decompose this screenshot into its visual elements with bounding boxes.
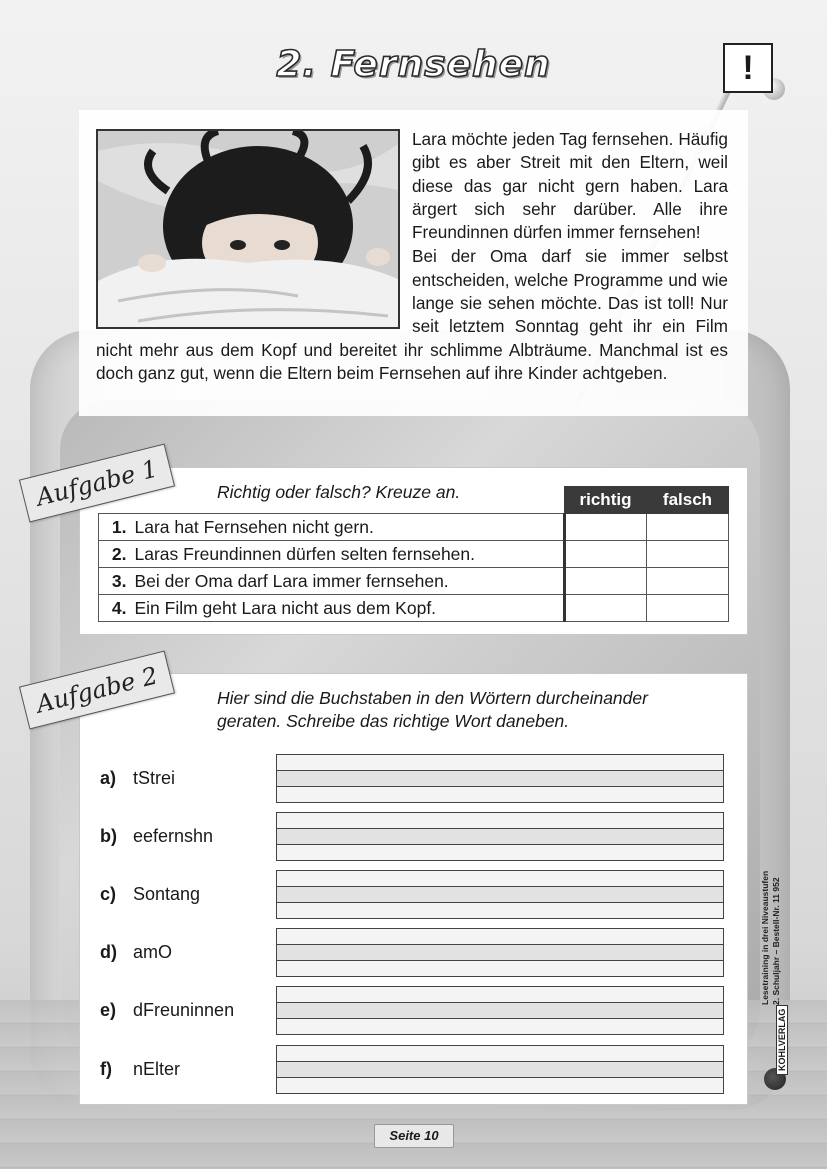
scrambled-word: dFreuninnen	[133, 1000, 235, 1020]
page-title: 2. Fernsehen	[276, 44, 551, 85]
statement-number: 3.	[99, 568, 135, 595]
word-row-e	[100, 986, 724, 1036]
photo-spacer	[96, 128, 412, 334]
word-letter: e)	[100, 1000, 117, 1020]
table-header-spacer	[99, 487, 565, 514]
word-row-c	[100, 870, 724, 920]
statement-number: 1.	[99, 514, 135, 541]
scrambled-word: amO	[133, 942, 173, 962]
table-row	[99, 568, 729, 595]
table-row	[99, 595, 729, 622]
checkbox-richtig[interactable]	[565, 541, 647, 568]
answer-writing-lines[interactable]	[276, 812, 724, 861]
table-header-row	[99, 487, 729, 514]
credits-line-2: 2. Schuljahr – Bestell-Nr. 11 952	[771, 877, 781, 1005]
word-row-f	[100, 1045, 724, 1095]
statement-text: Ein Film geht Lara nicht aus dem Kopf.	[135, 595, 565, 622]
scrambled-word: eefernshn	[133, 826, 214, 846]
statement-number: 2.	[99, 541, 135, 568]
checkbox-falsch[interactable]	[647, 595, 729, 622]
word-letter: b)	[100, 826, 117, 846]
statement-number: 4.	[99, 595, 135, 622]
true-false-table	[98, 486, 729, 622]
answer-writing-lines[interactable]	[276, 1045, 724, 1094]
column-header-richtig: richtig	[565, 487, 647, 514]
task1-instruction: Richtig oder falsch? Kreuze an.	[217, 482, 461, 502]
answer-writing-lines[interactable]	[276, 928, 724, 977]
side-credits	[760, 765, 782, 1005]
answer-writing-lines[interactable]	[276, 986, 724, 1035]
checkbox-falsch[interactable]	[647, 541, 729, 568]
checkbox-falsch[interactable]	[647, 514, 729, 541]
table-row	[99, 541, 729, 568]
word-row-d	[100, 928, 724, 978]
word-letter: a)	[100, 768, 117, 788]
credits-line-1: Lesetraining in drei Niveaustufen	[760, 870, 770, 1005]
statement-text: Bei der Oma darf Lara immer fernsehen.	[135, 568, 565, 595]
word-letter: f)	[100, 1059, 112, 1079]
exclamation-icon: !	[723, 43, 773, 93]
story-text	[96, 128, 728, 386]
word-row-b	[100, 812, 724, 862]
task2-instruction-line-1: Hier sind die Buchstaben in den Wörtern durcheinander	[217, 688, 648, 708]
task1-label: Aufgabe 1	[19, 444, 175, 523]
scrambled-word: Sontang	[133, 884, 201, 904]
checkbox-falsch[interactable]	[647, 568, 729, 595]
task2-label: Aufgabe 2	[19, 651, 175, 730]
task2-instruction-line-2: geraten. Schreibe das richtige Wort daneben.	[217, 711, 570, 731]
story-paragraph-1: Lara möchte jeden Tag fernsehen. Häufig gibt es aber Streit mit den Eltern, weil diese das gar nicht gern haben. Lara ärgert sich sehr darüber. Alle ihre Freundinnen dürfen immer fernsehen!	[412, 129, 728, 243]
answer-writing-lines[interactable]	[276, 754, 724, 803]
scrambled-word: nElter	[133, 1059, 181, 1079]
checkbox-richtig[interactable]	[565, 595, 647, 622]
statement-text: Lara hat Fernsehen nicht gern.	[135, 514, 565, 541]
statement-text: Laras Freundinnen dürfen selten fernsehen.	[135, 541, 565, 568]
checkbox-richtig[interactable]	[565, 514, 647, 541]
story-paragraph-2: Bei der Oma darf sie immer selbst entscheiden, welche Programme und wie lange sie sehen möchte. Das ist toll! Nur seit letztem Sonntag geht ihr ein Film nicht mehr aus dem Kopf und bereitet ihr schlimme Albträume. Manchmal ist es doch ganz gut, wenn die Eltern beim Fernsehen auf ihre Kinder achtgeben.	[96, 246, 728, 383]
word-letter: c)	[100, 884, 117, 904]
page-number: Seite 10	[374, 1124, 454, 1148]
table-row	[99, 514, 729, 541]
checkbox-richtig[interactable]	[565, 568, 647, 595]
word-letter: d)	[100, 942, 117, 962]
column-header-falsch: falsch	[647, 487, 729, 514]
answer-writing-lines[interactable]	[276, 870, 724, 919]
word-row-a	[100, 754, 724, 804]
scrambled-word: tStrei	[133, 768, 176, 788]
publisher-name: KOHLVERLAG	[776, 1005, 788, 1075]
